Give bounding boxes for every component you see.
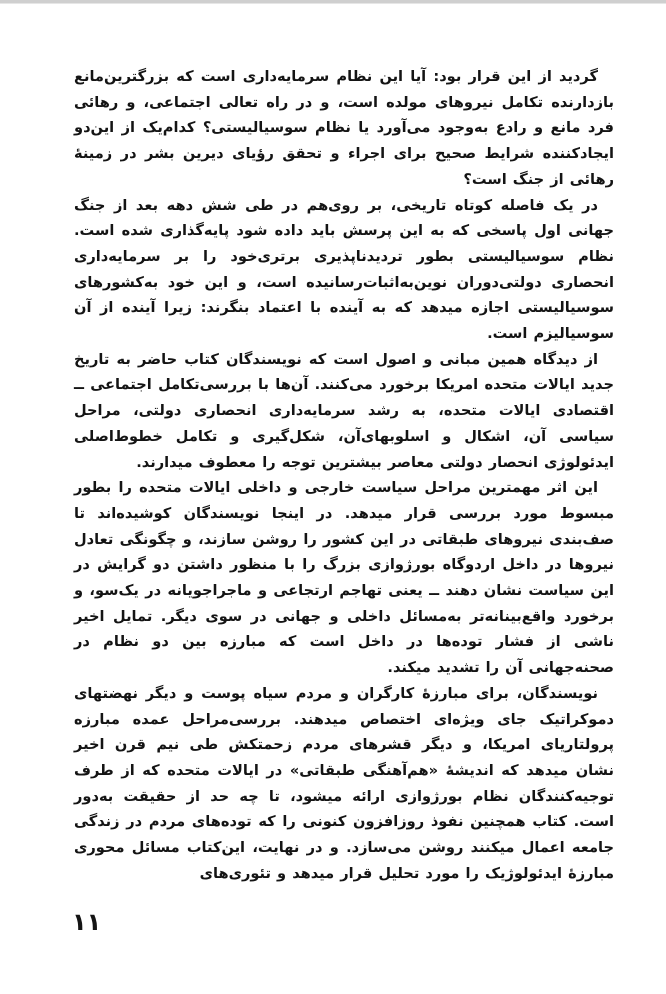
paragraph: در یک فاصله کوتاه تاریخی، بر روی‌هم در طی شش دهه بعد از جنگ جهانی اول پاسخی که به این پرسش باید داده شود پایه‌گذاری شده است. نظام سوسیالیستی بطور تردیدناپذیری برتری‌خود را بر سرمایه‌داری انحصاری دولتی‌دوران نوین‌به‌اثبات‌رسانیده است، و این خود به‌کشورهای سوسیالیستی اجازه میدهد که به آینده با اعتماد بنگرند: زیرا آینده از آن سوسیالیزم است. [74,196,614,343]
paragraph: از دیدگاه همین مبانی و اصول است که نویسندگان کتاب حاضر به تاریخ جدید ایالات متحده امریکا برخورد می‌کنند. آن‌ها با بررسی‌تکامل اجتماعی ــ اقتصادی ایالات متحده، به رشد سرمایه‌داری انحصاری دولتی، مراحل سیاسی آن، اشکال و اسلوبهای‌آن، شکل‌گیری و تکامل خطوط‌اصلی ایدئولوژی انحصار دولتی معاصر بیشترین توجه را معطوف میدارند. [74,350,614,471]
body-text [74,64,614,887]
paragraph: گردید از این قرار بود: آیا این نظام سرمایه‌داری است که بزرگترین‌مانع بازدارنده تکامل نیروهای مولده است، و در راه تعالی اجتماعی، و رهائی فرد مانع و رادع به‌وجود می‌آورد یا نظام سوسیالیستی؟ کدام‌یک از این‌دو ایجادکننده شرایط صحیح برای اجراء و تحقق رؤیای دیرین بشر در زمینهٔ رهائی از جنگ است؟ [74,68,614,188]
paragraph: نویسندگان، برای مبارزهٔ کارگران و مردم سیاه پوست و دیگر نهضتهای دموکراتیک جای ویژه‌ای اختصاص میدهند. بررسی‌مراحل عمده مبارزه پرولتاریای امریکا، و دیگر قشرهای مردم زحمتکش طی نیم قرن اخیر نشان میدهد که اندیشهٔ «هم‌آهنگی طبقاتی» در ایالات متحده که از طرف توجیه‌کنندگان نظام بورژوازی ارائه میشود، تا چه حد از حقیقت به‌دور است. کتاب همچنین نفوذ روزافزون کنونی را که توده‌های مردم در زندگی جامعه اعمال میکنند روشن می‌سازد. و در نهایت، این‌کتاب مسائل محوری مبارزهٔ ایدئولوژیک را مورد تحلیل قرار میدهد و تئوری‌های [74,684,614,882]
page-number: ۱۱ [72,908,102,936]
top-border-rule [0,0,666,4]
paragraph: این اثر مهمترین مراحل سیاست خارجی و داخلی ایالات متحده را بطور مبسوط مورد بررسی قرار میدهد. در اینجا نویسندگان کوشیده‌اند تا صف‌بندی نیروهای طبقاتی در این کشور را روشن سازند، و چگونگی تعادل نیروها در داخل اردوگاه بورژوازی بزرگ را با منظور داشتن دو گرایش در این سیاست نشان دهند ــ یعنی تهاجم ارتجاعی و ماجراجویانه در یک‌سو، و برخورد واقع‌بینانه‌تر به‌مسائل داخلی و جهانی در سوی دیگر. تمایل اخیر ناشی از فشار توده‌ها در داخل است که مبارزه بین دو نظام در صحنه‌جهانی آن را تشدید میکند. [74,479,614,677]
